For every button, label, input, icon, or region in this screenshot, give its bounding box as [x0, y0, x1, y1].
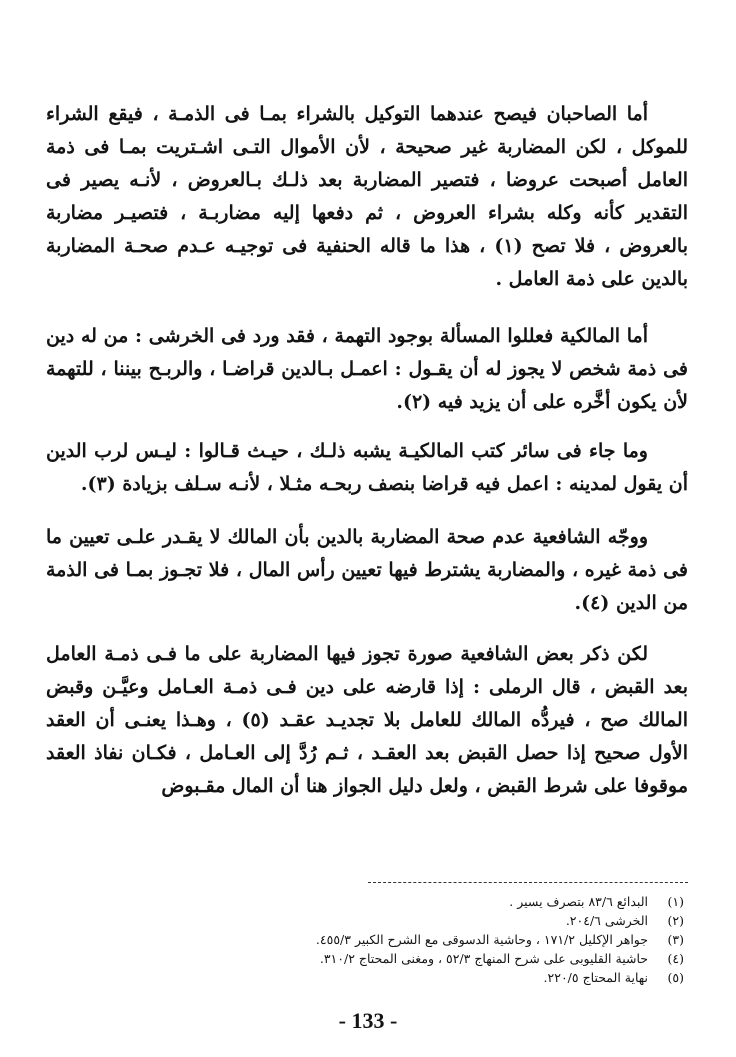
footnote-number: (١) [667, 894, 684, 909]
footnote-item [60, 911, 684, 930]
footnote-number: (٣) [667, 932, 684, 947]
paragraph-maliki-books: وما جاء فى سائر كتب المالكيـة يشبه ذلـك ، حيـث قـالوا : ليـس لرب الدين أن يقول لمدينه : اعمل فيه قراضا بنصف ربحـه مثـلا ، لأنـه سـلف بزيادة (٣). [46, 440, 688, 495]
footnote-text: جواهر الإكليل ١٧١/٢ ، وحاشية الدسوقى مع الشرح الكبير ٤٥٥/٣. [315, 932, 648, 947]
footnote-text: البدائع ٨٣/٦ بتصرف يسير . [509, 894, 648, 909]
footnote-item [60, 968, 684, 987]
footnote-item [60, 892, 684, 911]
paragraph-shafii-exception: لكن ذكر بعض الشافعية صورة تجوز فيها المضاربة على ما فـى ذمـة العامل بعد القبض ، قال الرملى : إذا قارضه على دين فـى ذمـة العـامل وعيَّـن وقبض المالك صح ، فيردُّه المالك للعامل بلا تجديـد عقـد (٥) ، وهـذا يعنـى أن العقد الأول صحيح إذا حصل القبض بعد العقـد ، ثـم رُدَّ إلى العـامل ، فكـان نفاذ العقد موقوفا على شرط القبض ، ولعل دليل الجواز هنا أن المال مقـبوض [46, 643, 688, 797]
footnotes-list [60, 892, 684, 987]
footnote-number: (٥) [667, 970, 684, 985]
page-number: - 133 - [338, 1008, 398, 1033]
footnote-number: (٢) [667, 913, 684, 928]
footnote-text: نهاية المحتاج ٢٢٠/٥. [543, 970, 648, 985]
footnote-item [60, 949, 684, 968]
paragraph-shafii-view: ووجّه الشافعية عدم صحة المضاربة بالدين بأن المالك لا يقـدر علـى تعيين ما فى ذمة غيره ، والمضاربة يشترط فيها تعيين رأس المال ، فلا تجـوز بمـا فى الذمة من الدين (٤). [46, 526, 688, 614]
footnote-item [60, 930, 684, 949]
paragraph-hanafi-view: أما الصاحبان فيصح عندهما التوكيل بالشراء بمـا فى الذمـة ، فيقع الشراء للموكل ، لكن المضاربة غير صحيحة ، لأن الأموال التـى اشـتريت بمـا فى ذمة العامل أصبحت عروضا ، فتصير المضاربة بعد ذلـك بـالعروض ، لأنـه يصير فى التقدير كأنه وكله بشراء العروض ، ثم دفعها إليه مضاربـة ، فتصيـر مضاربة بالعروض ، فلا تصح (١) ، هذا ما قاله الحنفية فى توجيـه عـدم صحـة المضاربة بالدين على ذمة العامل . [46, 103, 688, 290]
footnote-text: الخرشى ٢٠٤/٦. [565, 913, 648, 928]
footnote-text: حاشية القليوبى على شرح المنهاج ٥٢/٣ ، ومغنى المحتاج ٣١٠/٢. [319, 951, 648, 966]
paragraph-maliki-view: أما المالكية فعللوا المسألة بوجود التهمة ، فقد ورد فى الخرشى : من له دين فى ذمة شخص لا يجوز له أن يقـول : اعمـل بـالدين قراضـا ، والربـح بيننا ، للتهمة لأن يكون أخَّره على أن يزيد فيه (٢). [46, 325, 688, 413]
footnote-number: (٤) [667, 951, 684, 966]
footnote-divider [368, 882, 688, 883]
